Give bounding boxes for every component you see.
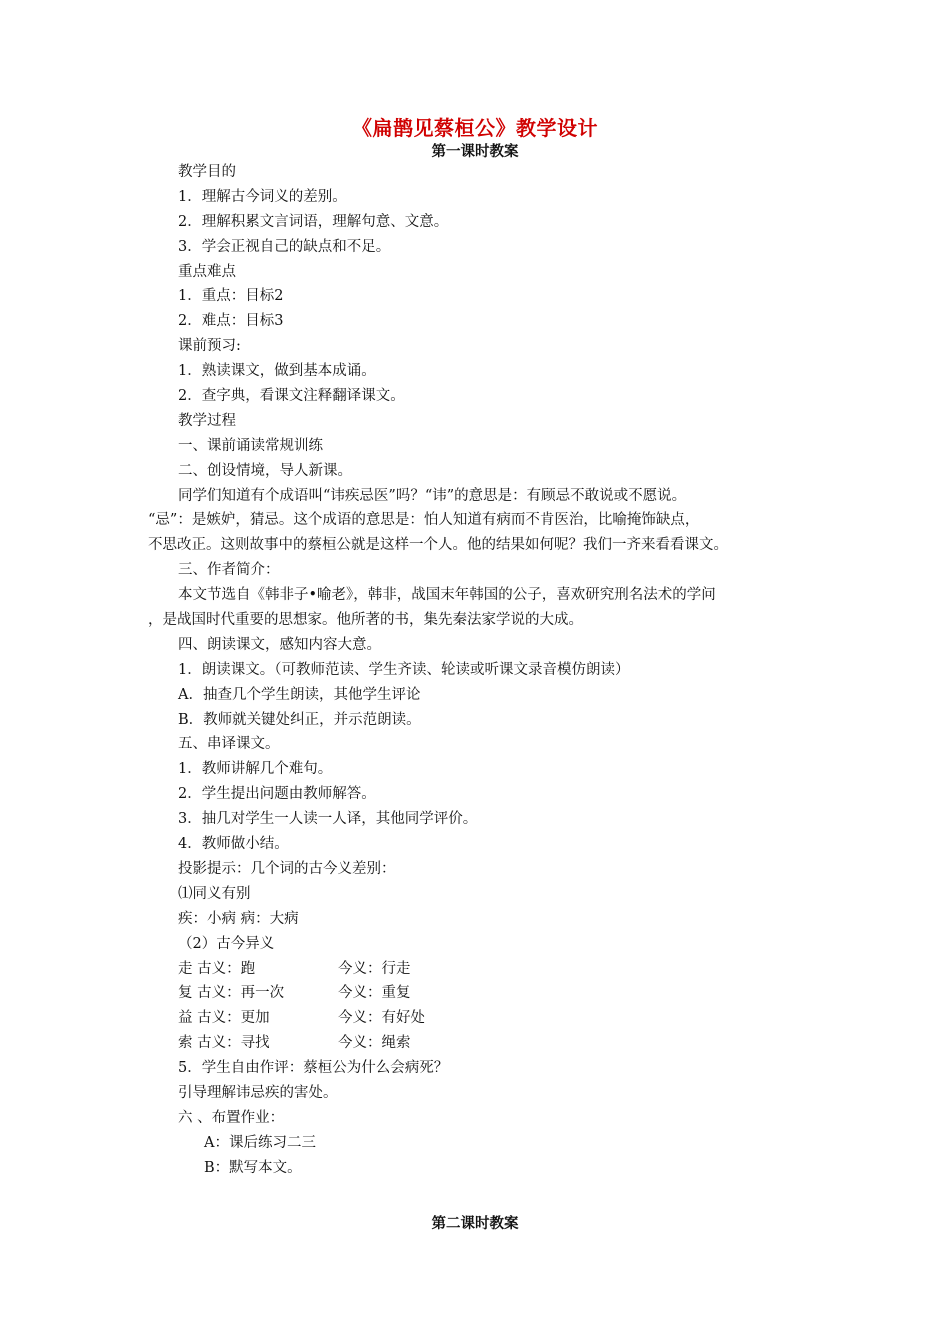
section-heading: 三、作者简介： — [178, 562, 280, 579]
section-heading: 教学过程 — [178, 412, 236, 429]
modern-meaning: 今义：重复 — [338, 985, 411, 1002]
list-item: 2．查字典，看课文注释翻译课文。 — [178, 388, 405, 405]
paragraph-line: 本文节选自《韩非子•喻老》，韩非，战国末年韩国的公子，喜欢研究刑名法术的学问 — [178, 587, 716, 604]
list-item: 1．熟读课文，做到基本成诵。 — [178, 363, 376, 380]
ancient-meaning: 益 古义：更加 — [178, 1010, 270, 1027]
list-item: B：默写本文。 — [204, 1159, 302, 1176]
section-heading: 六 、布置作业： — [178, 1109, 285, 1126]
paragraph-line: ，是战国时代重要的思想家。他所著的书，集先秦法家学说的大成。 — [148, 612, 583, 629]
list-item: 3．学会正视自己的缺点和不足。 — [178, 238, 391, 255]
paragraph-line: 同学们知道有个成语叫“讳疾忌医”吗？“讳”的意思是：有顾忌不敢说或不愿说。 — [178, 487, 687, 504]
modern-meaning: 今义：绳索 — [338, 1035, 411, 1052]
list-item: 2．学生提出问题由教师解答。 — [178, 786, 376, 803]
ancient-meaning: 索 古义：寻找 — [178, 1035, 270, 1052]
list-item: 2．难点：目标3 — [178, 313, 284, 330]
list-item: A：课后练习二三 — [204, 1134, 316, 1151]
modern-meaning: 今义：有好处 — [338, 1010, 425, 1027]
list-item: 1．理解古今词义的差别。 — [178, 188, 347, 205]
table-row — [148, 957, 818, 982]
list-item: 一、课前诵读常规训练 — [178, 437, 323, 454]
document-title: 《扁鹊见蔡桓公》教学设计 — [352, 116, 598, 140]
section-heading: 五、串译课文。 — [178, 736, 280, 753]
ancient-meaning: 复 古义：再一次 — [178, 985, 285, 1002]
list-item: 投影提示：几个词的古今义差别： — [178, 860, 396, 877]
table-row — [148, 981, 818, 1006]
ancient-meaning: 走 古义：跑 — [178, 960, 256, 977]
paragraph-line: 不思改正。这则故事中的蔡桓公就是这样一个人。他的结果如何呢？我们一齐来看看课文。 — [148, 537, 728, 554]
paragraph-line: “忌”：是嫉妒，猜忌。这个成语的意思是：怕人知道有病而不肯医治，比喻掩饰缺点， — [148, 512, 700, 529]
table-row — [148, 1006, 818, 1031]
list-item: 3．抽几对学生一人读一人译，其他同学评价。 — [178, 811, 478, 828]
table-row — [148, 1031, 818, 1056]
list-item: B．教师就关键处纠正，并示范朗读。 — [178, 711, 421, 728]
list-item: （2）古今异义 — [178, 935, 275, 952]
list-item: 二、创设情境，导人新课。 — [178, 462, 352, 479]
section-heading: 教学目的 — [178, 164, 236, 180]
list-item: 1．教师讲解几个难句。 — [178, 761, 333, 778]
list-item: ⑴同义有别 — [178, 885, 251, 902]
list-item: 4．教师做小结。 — [178, 836, 289, 853]
list-item: 5．学生自由作评：蔡桓公为什么会病死？ — [178, 1060, 449, 1077]
list-item: 引导理解讳忌疾的害处。 — [178, 1084, 338, 1101]
list-item: A．抽查几个学生朗读，其他学生评论 — [178, 686, 421, 703]
lesson1-heading: 第一课时教案 — [431, 144, 519, 160]
list-item: 1．重点：目标2 — [178, 288, 284, 305]
section-heading: 四、朗读课文，感知内容大意。 — [178, 636, 381, 653]
section-heading: 重点难点 — [178, 263, 236, 280]
lesson2-heading: 第二课时教案 — [431, 1216, 519, 1232]
lesson1-body — [148, 160, 818, 1181]
section-heading: 课前预习: — [178, 338, 241, 355]
list-item: 疾：小病 病：大病 — [178, 910, 299, 927]
list-item: 2．理解积累文言词语，理解句意、文意。 — [178, 213, 449, 230]
list-item: 1．朗读课文。（可教师范读、学生齐读、轮读或听课文录音模仿朗读） — [178, 661, 630, 678]
modern-meaning: 今义：行走 — [338, 960, 411, 977]
